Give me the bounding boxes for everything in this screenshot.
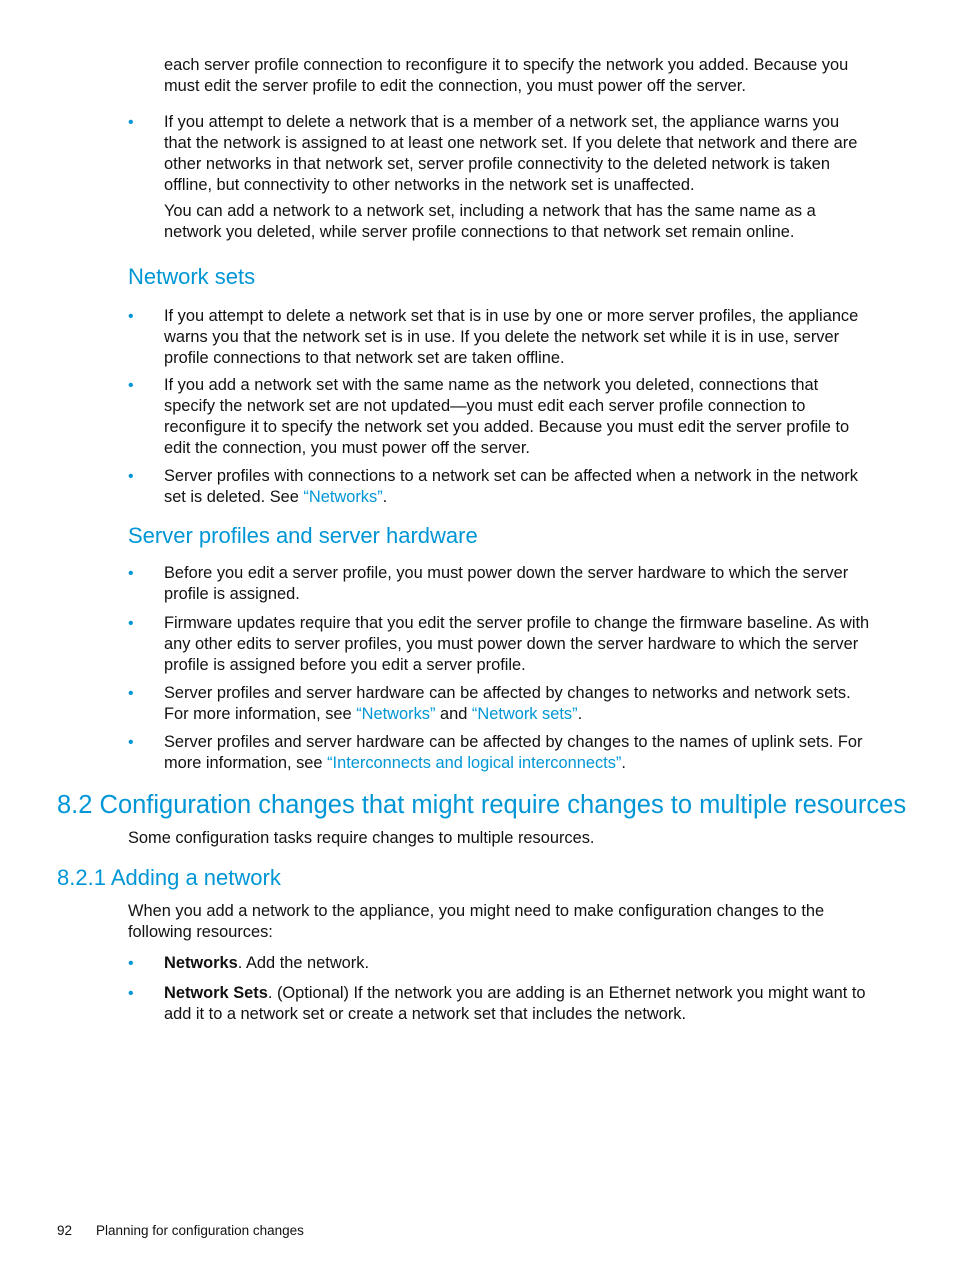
network-sets-bullet-3 [164,466,870,508]
bullet-text: Server profiles with connections to a network set can be affected when a network in the network set is deleted. See [164,467,858,506]
section-8-2-1-body: When you add a network to the appliance, you might need to make configuration changes to the following resources: [128,902,825,941]
adding-network-bullet-1 [164,953,870,974]
server-profiles-bullet-4 [164,732,870,774]
bullet-marker: • [128,685,134,702]
bullet-marker: • [128,734,134,751]
page-footer [57,1222,304,1240]
continuation-paragraph: each server profile connection to reconfigure it to specify the network you added. Because you must edit the server profile to edit the connection, you must power off the server. [164,56,849,95]
bullet-text: . (Optional) If the network you are adding is an Ethernet network you might want to add it to a network set or create a network set that includes the network. [164,984,866,1023]
server-profiles-bullet-2: Firmware updates require that you edit the server profile to change the firmware baseline. As with any other edits to server profiles, you must power down the server hardware to which the server profile is assigned before you edit a server profile. [164,614,870,674]
server-profiles-bullet-3 [164,683,870,725]
bullet-marker: • [128,377,134,394]
bullet-marker: • [128,308,134,325]
bullet-bold-term: Networks [164,954,238,972]
interconnects-link[interactable]: “Interconnects and logical interconnects” [327,754,622,772]
bullet-text: . Add the network. [237,954,370,972]
section-8-2-1-heading: 8.2.1 Adding a network [57,865,281,890]
bullet-text-mid: and [435,705,472,723]
adding-network-bullet-2 [164,983,870,1025]
server-profiles-heading: Server profiles and server hardware [128,523,478,548]
bullet-followup-paragraph: You can add a network to a network set, including a network that has the same name as a network you deleted, while server profile connections to that network set remain online. [164,202,816,241]
bullet-marker: • [128,565,134,582]
bullet-text: Server profiles and server hardware can be affected by changes to networks and network sets. For more information, see [164,684,851,723]
bullet-delete-network: If you attempt to delete a network that is a member of a network set, the appliance warns you that the network is assigned to at least one network set. If you delete that network and there are other networks in that network set, server profile connectivity to the deleted network is taken offline, but connectivity to other networks in the network set is unaffected. [164,113,858,194]
bullet-text-end: . [621,754,626,772]
page-number: 92 [57,1223,73,1238]
chapter-title: Planning for configuration changes [96,1223,304,1238]
network-sets-bullet-2: If you add a network set with the same name as the network you deleted, connections that specify the network set are not updated—you must edit each server profile connection to reconfigure it to specify the network set you added. Because you must edit the server profile to edit the connection, you must power off the server. [164,376,850,457]
network-sets-link[interactable]: “Network sets” [471,705,578,723]
bullet-marker: • [128,955,134,972]
bullet-marker: • [128,114,134,131]
bullet-text-end: . [382,488,388,506]
section-8-2-heading: 8.2 Configuration changes that might require changes to multiple resources [57,791,907,819]
server-profiles-bullet-1: Before you edit a server profile, you must power down the server hardware to which the server profile is assigned. [164,564,849,603]
bullet-marker: • [128,468,134,485]
bullet-marker: • [128,615,134,632]
network-sets-heading: Network sets [128,264,256,289]
bullet-text: Server profiles and server hardware can be affected by changes to the names of uplink sets. For more information, see [164,733,863,772]
bullet-bold-term: Network Sets [164,984,268,1002]
networks-link[interactable]: “Networks” [303,488,383,506]
networks-link[interactable]: “Networks” [356,705,436,723]
bullet-marker: • [128,985,134,1002]
bullet-text-end: . [577,705,583,723]
network-sets-bullet-1: If you attempt to delete a network set that is in use by one or more server profiles, the appliance warns you that the network set is in use. If you delete the network set while it is in use, server profile connections to that network set are taken offline. [164,307,859,367]
section-8-2-body: Some configuration tasks require changes to multiple resources. [128,829,595,847]
